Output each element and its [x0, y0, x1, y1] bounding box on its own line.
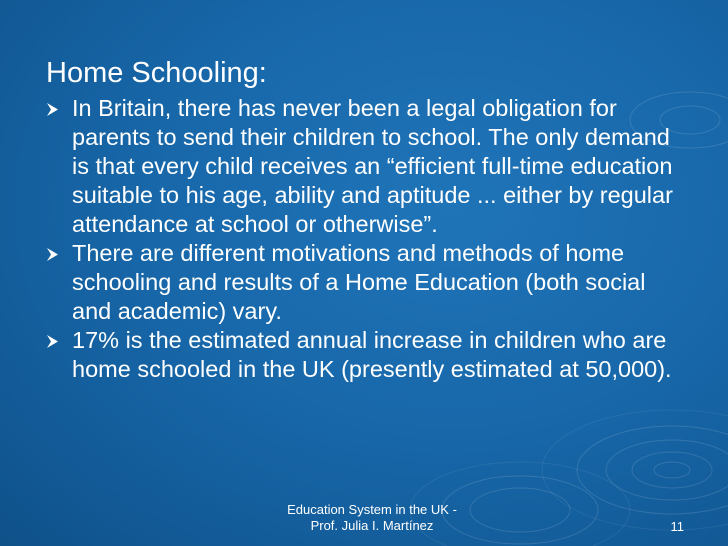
bullet-item — [46, 326, 686, 384]
bullet-list — [46, 94, 686, 384]
footer-title: Education System in the UK - — [287, 502, 457, 517]
arrow-bullet-icon — [46, 335, 59, 348]
bullet-text: There are different motivations and methods of home schooling and results of a Home Education (both social and academic) vary. — [72, 240, 646, 324]
page-number: 11 — [670, 519, 684, 534]
arrow-bullet-icon — [46, 248, 59, 261]
slide-footer — [272, 502, 472, 534]
arrow-bullet-icon — [46, 103, 59, 116]
bullet-text: In Britain, there has never been a legal obligation for parents to send their children to school. The only demand is that every child receives an “efficient full-time education suitable to his age, ability and aptitude ... either by regular attendance at school or otherwise”. — [72, 95, 673, 237]
bullet-text: 17% is the estimated annual increase in children who are home schooled in the UK (presently estimated at 50,000). — [72, 327, 672, 382]
bullet-item — [46, 239, 686, 326]
footer-author: Prof. Julia I. Martínez — [310, 518, 434, 533]
slide-heading: Home Schooling: — [46, 57, 267, 89]
bullet-item — [46, 94, 686, 239]
